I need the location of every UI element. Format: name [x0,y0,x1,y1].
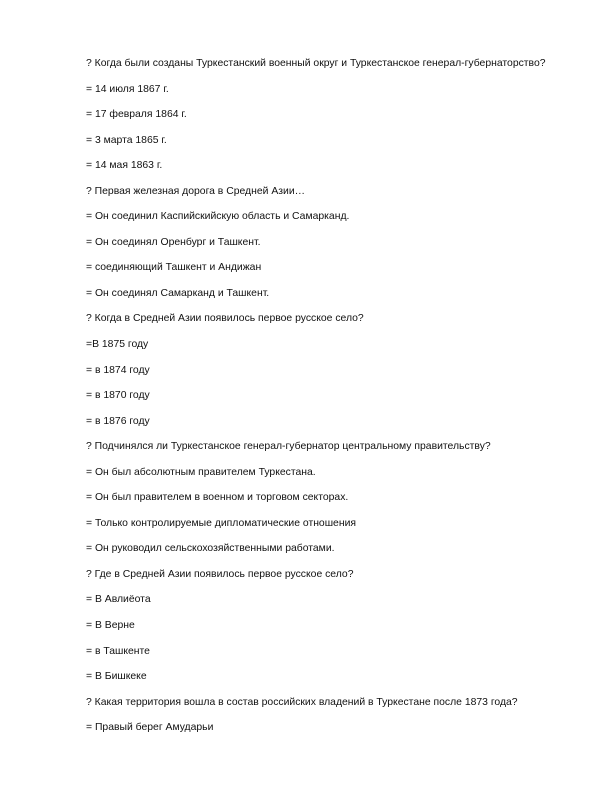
answer-line: = соединяющий Ташкент и Андижан [86,262,262,274]
answer-line: = Он соединял Оренбург и Ташкент. [86,236,261,248]
answer-line: = Он был абсолютным правителем Туркестана. [86,466,316,478]
question-line: ? Какая территория вошла в состав российских владений в Туркестане после 1873 года? [86,696,518,708]
answer-line: = 14 июля 1867 г. [86,83,169,95]
answer-line: = в 1870 году [86,390,150,402]
question-line: ? Когда были созданы Туркестанский военный округ и Туркестанское генерал-губернаторство? [86,58,546,69]
answer-line: = Он соединил Каспийскийскую область и Самарканд. [86,211,350,223]
answer-line: = Только контролируемые дипломатические отношения [86,517,356,529]
answer-line: = 17 февраля 1864 г. [86,109,187,121]
question-line: ? Когда в Средней Азии появилось первое русское село? [86,313,364,325]
quiz-text [86,57,586,747]
answer-line: = В Авлиёота [86,594,151,606]
answer-line: = Он был правителем в военном и торговом секторах. [86,492,349,504]
question-line: ? Первая железная дорога в Средней Азии… [86,185,306,197]
answer-line: = Он руководил сельскохозяйственными работами. [86,543,335,555]
answer-line: = Он соединял Самарканд и Ташкент. [86,287,270,299]
answer-line: = в 1874 году [86,364,150,376]
answer-line: = В Бишкеке [86,671,147,683]
answer-line: = 14 мая 1863 г. [86,160,163,172]
answer-line: = в Ташкенте [86,645,150,657]
answer-line: = в 1876 году [86,415,150,427]
question-line: ? Где в Средней Азии появилось первое русское село? [86,568,354,580]
answer-line: = 3 марта 1865 г. [86,134,167,146]
answer-line: = Правый берег Амударьи [86,722,214,734]
question-line: ? Подчинялся ли Туркестанское генерал-губернатор центральному правительству? [86,441,491,453]
answer-line: =В 1875 году [86,339,149,351]
answer-line: = В Верне [86,620,135,632]
